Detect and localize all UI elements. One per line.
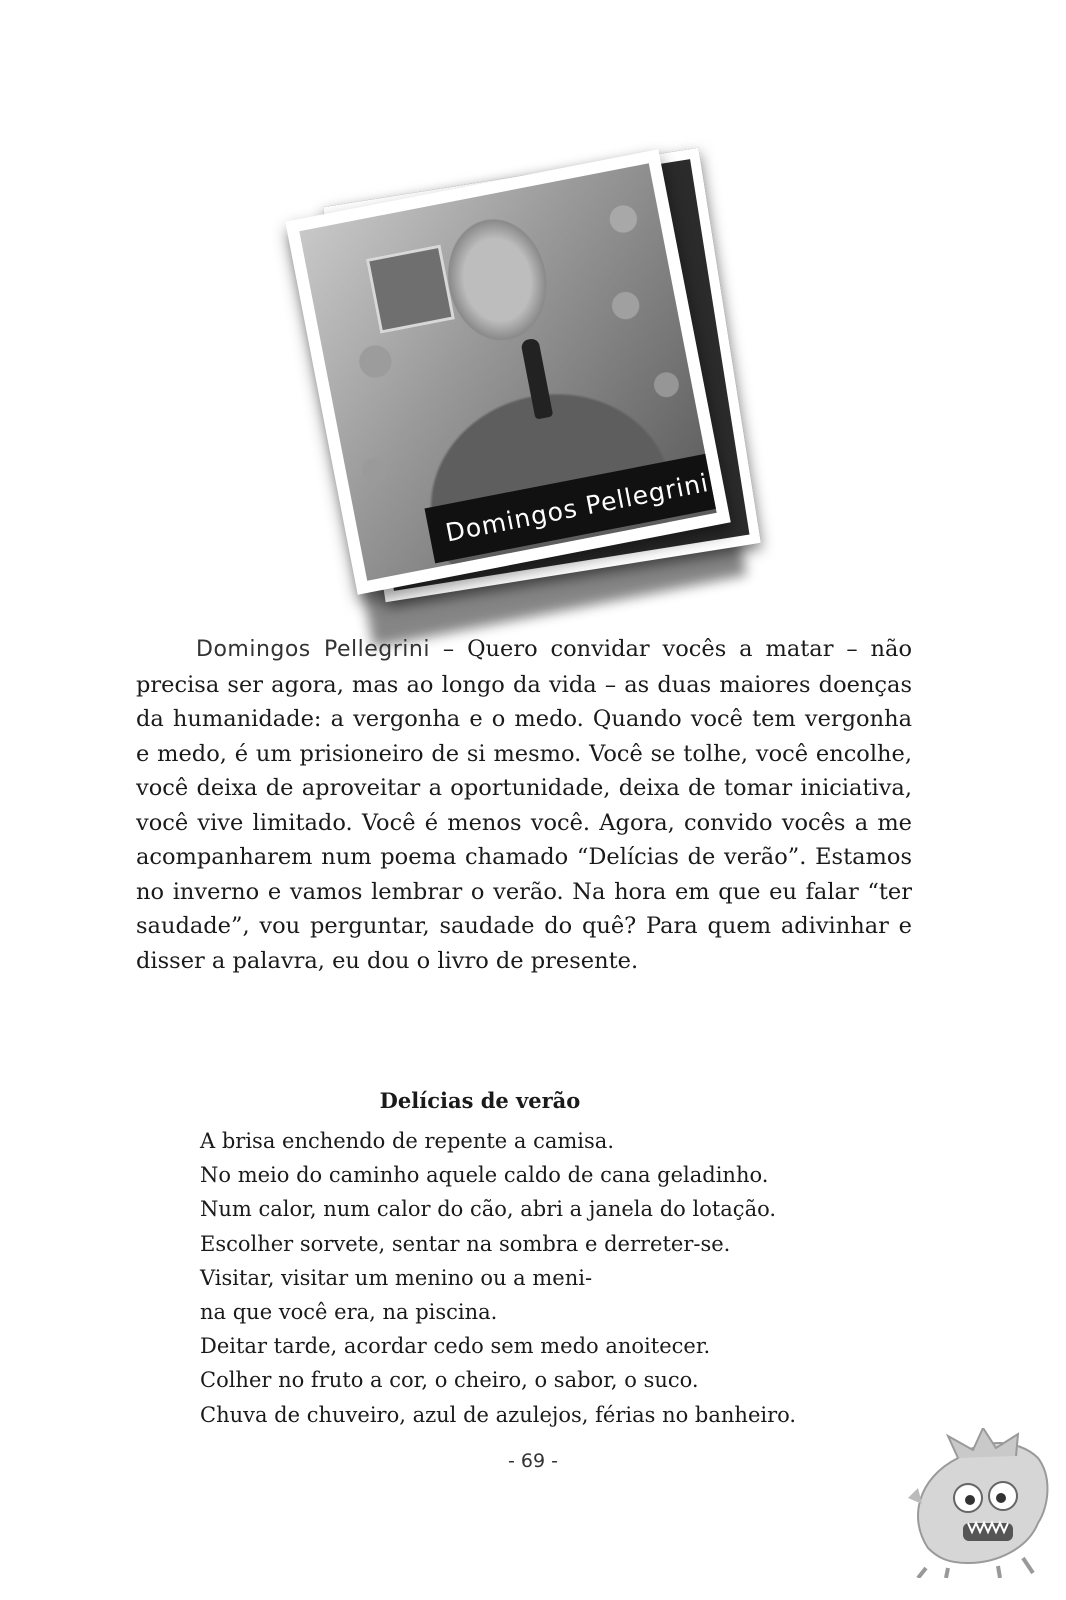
paragraph-text: Quero convidar vocês a matar – não precisa ser agora, mas ao longo da vida – as duas maiores doenças da humanidade: a vergonha e o medo. Quando você tem vergonha e medo, é um prisioneiro de si mesmo. Você se tolhe, você encolhe, você deixa de aproveitar a oportunidade, deixa de tomar iniciativa, você vive limitado. Você é menos você. Agora, convido vocês a me acompanharem num poema chamado “Delícias de verão”. Estamos no inverno e vamos lembrar o verão. Na hora em que eu falar “ter saudade”, vou perguntar, saudade do quê? Para quem adivinhar e disser a palavra, eu dou o livro de presente. — [136, 636, 912, 974]
poem-line: Deitar tarde, acordar cedo sem medo anoitecer. — [200, 1334, 711, 1359]
poem-line: A brisa enchendo de repente a camisa. — [200, 1129, 614, 1153]
interview-paragraph — [136, 632, 912, 978]
poem-line: Chuva de chuveiro, azul de azulejos, férias no banheiro. — [200, 1402, 797, 1427]
photo-poster — [366, 245, 455, 334]
poem-lines — [200, 1124, 796, 1432]
author-photo — [285, 149, 731, 595]
poem-line: Visitar, visitar um menino ou a meni- — [200, 1265, 593, 1290]
mascot-illustration — [888, 1428, 1058, 1578]
poem-line: Num calor, num calor do cão, abri a janela do lotação. — [200, 1197, 777, 1222]
photo-area — [0, 0, 1066, 640]
poem-line: No meio do caminho aquele caldo de cana geladinho. — [200, 1163, 769, 1188]
microphone-icon — [520, 338, 553, 420]
poem-line: Escolher sorvete, sentar na sombra e derreter-se. — [200, 1231, 731, 1256]
speaker-dash: – — [429, 636, 468, 662]
page-number: - 69 - — [508, 1450, 558, 1472]
poem-line: Colher no fruto a cor, o cheiro, o sabor, o suco. — [200, 1368, 699, 1393]
photo-caption: Domingos Pellegrini — [424, 451, 716, 563]
photo-image — [299, 163, 716, 580]
poem-line: na que você era, na piscina. — [200, 1300, 498, 1325]
speaker-name: Domingos Pellegrini — [196, 637, 430, 662]
poem-title: Delícias de verão — [379, 1088, 581, 1113]
